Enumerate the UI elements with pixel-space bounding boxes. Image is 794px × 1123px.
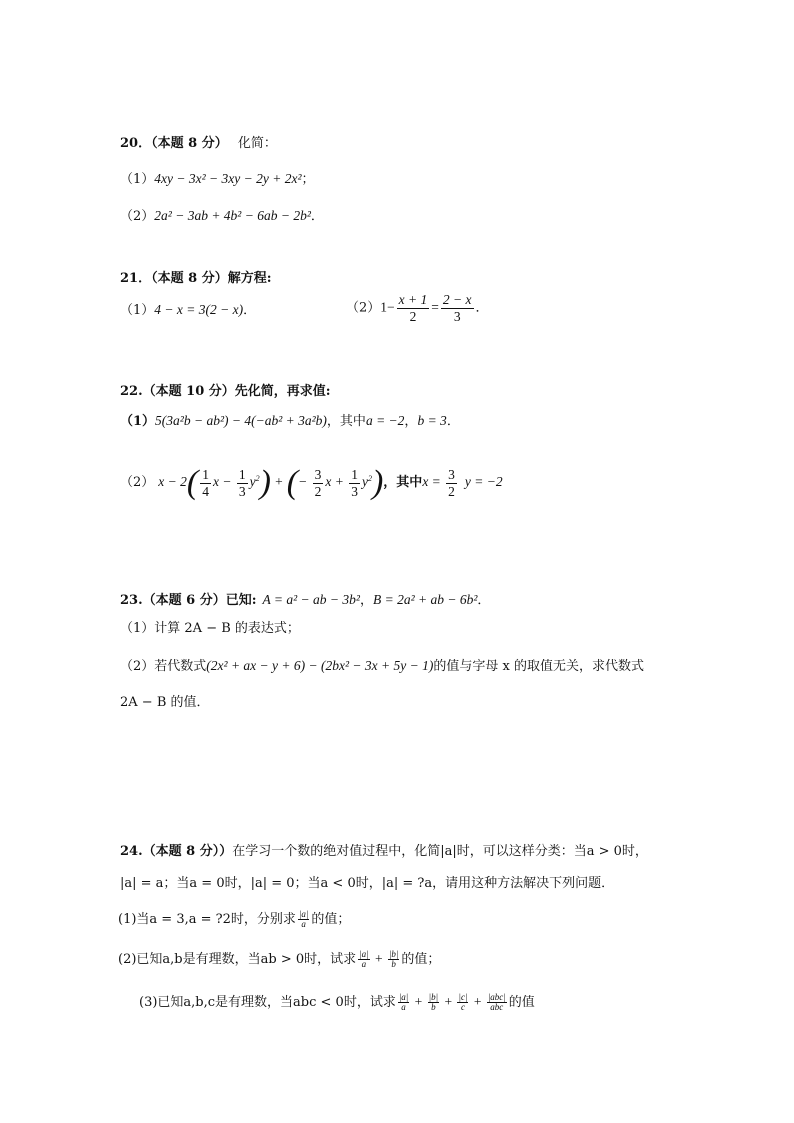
- q21-fraction-2: [441, 293, 474, 323]
- q21-part2: [346, 293, 489, 323]
- q24-line2: |a| = a；当a = 0时，|a| = 0；当a < 0时，|a| = ?a，请用这种方法解决下列问题．: [120, 876, 615, 891]
- q20-part1-label: （1）: [120, 172, 155, 187]
- q23-part2-expr: (2x² + ax − y + 6) − (2bx² − 3x + 5y − 1): [206, 658, 434, 673]
- q24-part2-end: 的值；: [401, 952, 441, 967]
- q22-part1-a: a = −2: [365, 413, 405, 428]
- q22-part2-x: x = $\frac{3}{2}$: [422, 467, 455, 499]
- q21-frac1-den: 2: [409, 308, 417, 324]
- q22-part1-cond: ，其中: [326, 414, 366, 429]
- q24-part1: [118, 910, 350, 929]
- q24-part1-end: 的值；: [311, 912, 351, 927]
- q20-heading-line: [120, 137, 277, 150]
- q21-part2-end: ．: [475, 300, 489, 316]
- q21-part2-label: （2）: [346, 300, 381, 316]
- q24-line1: 在学习一个数的绝对值过程中，化简|a|时，可以这样分类：当a > 0时，: [232, 844, 648, 859]
- q22-part1-sep: ，: [404, 414, 418, 429]
- q24-heading: 24.（本题 8 分））: [120, 844, 233, 859]
- q23-given-sep: ，: [359, 593, 373, 608]
- q22-x-den: 2: [448, 483, 455, 499]
- q21-part1-expr: 4 − x = 3(2 − x): [154, 302, 244, 317]
- q24-part3: (3)已知a,b,c是有理数，当abc < 0时，试求 $\frac{|a|}{a}$ + $\frac{|b|}{b}$ + $\frac{|c|}{c}$ + $\frac{\text{|abc|}}{\text{abc}}$ 的值: [139, 992, 535, 1012]
- q20-part2-end: ．: [310, 209, 324, 224]
- q22-part1-expr: 5(3a²b − ab²) − 4(−ab² + 3a²b): [155, 413, 327, 428]
- q23-part2: [120, 659, 644, 673]
- q23-part2-cont: 2A − B 的值．: [120, 695, 210, 710]
- q24-part3-lead: (3)已知a,b,c是有理数，当abc < 0时，试求: [139, 995, 396, 1010]
- q22-part2-label: （2）: [120, 475, 155, 491]
- q22-part2: [120, 466, 503, 500]
- q22-part1-b: b = 3: [417, 413, 447, 428]
- q24-part3-frac-c: $\frac{|c|}{c}$: [458, 992, 468, 1012]
- q22-part1-end: ．: [446, 414, 460, 429]
- q22-part2-y: y = −2: [464, 474, 503, 490]
- q24-part3-end: 的值: [508, 995, 535, 1010]
- q24-part3-frac-abc: $\frac{\text{|abc|}}{\text{abc}}$: [487, 992, 506, 1012]
- q20-heading: 20．（本题 8 分）: [120, 136, 228, 151]
- q23-part1: （1）计算 2A − B 的表达式；: [120, 621, 300, 636]
- q23-part2-text: 的值与字母 x 的取值无关，求代数式: [433, 659, 644, 674]
- q21-part1: [120, 303, 256, 317]
- q21-fraction-1: [397, 293, 430, 323]
- q21-part1-label: （1）: [120, 303, 155, 318]
- q22-x-num: 3: [448, 467, 455, 482]
- q21-heading: 21．（本题 8 分）解方程:: [120, 271, 272, 286]
- q24-part2-frac-b: $\frac{|b|}{b}$: [388, 949, 399, 969]
- q24-part3-frac-a: $\frac{|a|}{a}$: [398, 992, 409, 1012]
- q21-part1-end: ．: [243, 303, 257, 318]
- q20-part1-end: ；: [301, 172, 315, 187]
- q21-frac2-num: 2 − x: [442, 292, 472, 307]
- q24-part1-lead: (1)当a = 3,a = ?2时，分别求: [118, 912, 296, 927]
- q24-part1-frac: $\frac{|a|}{a}$: [298, 909, 309, 929]
- q20-part2-expr: 2a² − 3ab + 4b² − 6ab − 2b²: [154, 208, 311, 223]
- q24-part2: (2)已知a,b是有理数，当ab > 0时，试求 $\frac{|a|}{a}$ + $\frac{|b|}{b}$ 的值；: [118, 949, 441, 969]
- q22-part1: [120, 414, 460, 428]
- q23-given-b: B = 2a² + ab − 6b²: [372, 592, 478, 607]
- q23-given-end: ．: [477, 593, 491, 608]
- q20-part2: [120, 209, 324, 223]
- q23-given-a: A = a² − ab − 3b²: [262, 592, 360, 607]
- q22-part2-expr: x − 2( $\frac{1}{4}$ x − $\frac{1}{3}$ $y^2$) + (− $\frac{3}{2}$ x + $\frac{1}{3}$ $y^2$): [158, 464, 384, 501]
- q21-frac2-den: 3: [453, 308, 461, 324]
- q23-heading-line: [120, 593, 490, 607]
- q22-heading: 22.（本题 10 分）先化简，再求值:: [120, 384, 331, 399]
- q22-part1-label: （1）: [120, 414, 156, 429]
- q20-instruction: 化简：: [237, 136, 277, 151]
- q21-frac1-num: x + 1: [398, 292, 428, 307]
- q22-part2-cond: ，其中: [383, 475, 423, 491]
- q21-equals: =: [431, 299, 439, 315]
- q24-part2-lead: (2)已知a,b是有理数，当ab > 0时，试求: [118, 952, 357, 967]
- q23-part2-label: （2）若代数式: [120, 659, 207, 674]
- q20-part2-label: （2）: [120, 209, 155, 224]
- q24-part3-frac-b: $\frac{|b|}{b}$: [428, 992, 439, 1012]
- q20-part1: [120, 172, 315, 186]
- q24-part2-frac-a: $\frac{|a|}{a}$: [359, 949, 369, 969]
- q23-heading: 23.（本题 6 分）已知:: [120, 593, 257, 608]
- q20-part1-expr: 4xy − 3x² − 3xy − 2y + 2x²: [154, 171, 302, 186]
- q21-part2-lead: 1−: [380, 299, 395, 315]
- q24-line1-wrap: [120, 845, 648, 858]
